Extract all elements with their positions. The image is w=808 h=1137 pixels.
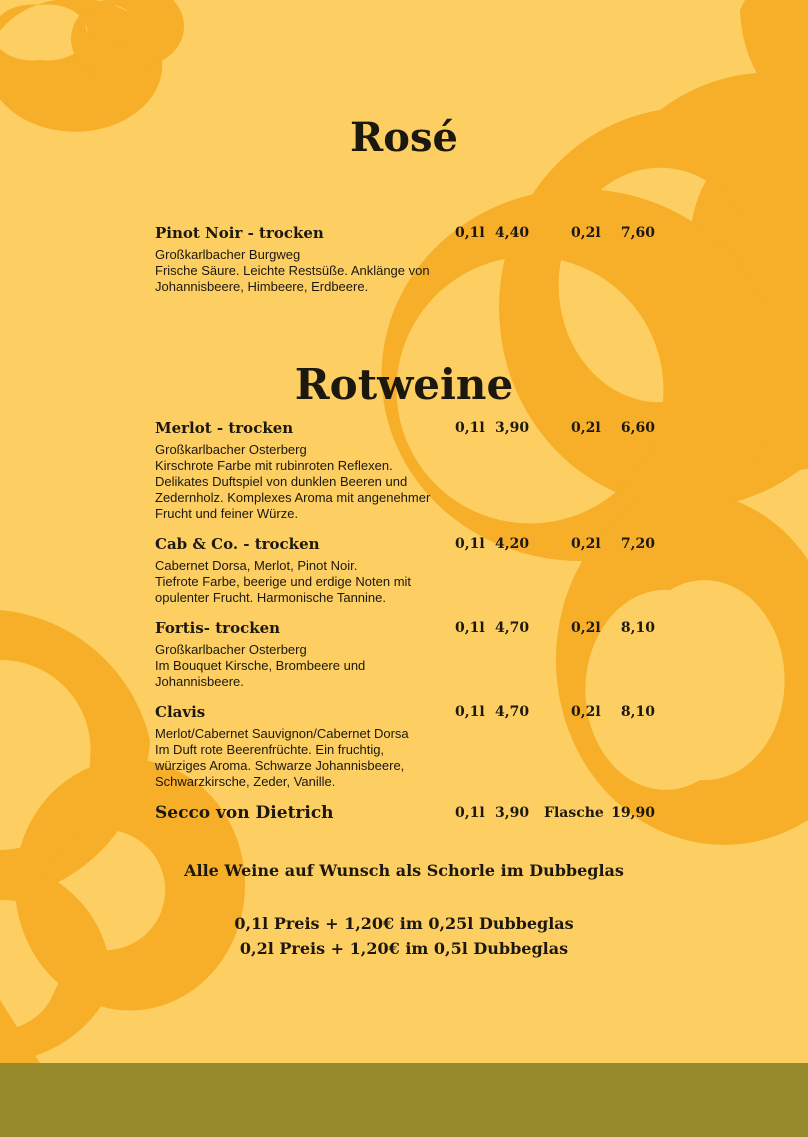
- wine-item: [155, 419, 675, 522]
- price-large: 8,10: [620, 620, 655, 636]
- wine-item: [155, 619, 675, 690]
- wine-name: Fortis- trocken: [155, 619, 281, 637]
- wine-name: Cab & Co. - trocken: [155, 535, 320, 553]
- price-large: 7,20: [620, 536, 655, 552]
- volume-large: 0,2l: [571, 225, 601, 241]
- volume-small: 0,1l: [455, 620, 485, 636]
- wine-description: Cabernet Dorsa, Merlot, Pinot Noir. Tiefrote Farbe, beerige und erdige Noten mit opulenter Frucht. Harmonische Tannine.: [155, 558, 412, 605]
- price-small: 4,70: [495, 620, 530, 636]
- price-small: 4,40: [495, 225, 530, 241]
- wine-description: Großkarlbacher Burgweg Frische Säure. Leichte Restsüße. Anklänge von Johannisbeere, Himbeere, Erdbeere.: [155, 247, 430, 294]
- price-small: 4,20: [495, 536, 530, 552]
- volume-small: 0,1l: [455, 704, 485, 720]
- price-large: 6,60: [620, 420, 655, 436]
- dubbeglas-price-line: 0,2l Preis + 1,20€ im 0,5l Dubbeglas: [239, 939, 569, 958]
- footer-band: [0, 1063, 808, 1137]
- volume-small: 0,1l: [455, 225, 485, 241]
- wine-description: Großkarlbacher Osterberg Im Bouquet Kirsche, Brombeere und Johannisbeere.: [155, 642, 366, 689]
- wine-name: Merlot - trocken: [155, 419, 294, 437]
- volume-large: 0,2l: [571, 420, 601, 436]
- wine-name: Clavis: [155, 703, 206, 721]
- secco-name: Secco von Dietrich: [155, 803, 334, 823]
- dubbeglas-price-line: 0,1l Preis + 1,20€ im 0,25l Dubbeglas: [234, 914, 574, 933]
- volume-small: 0,1l: [455, 805, 485, 821]
- section-title-rotweine: Rotweine: [294, 360, 514, 409]
- price-small: 3,90: [495, 805, 530, 821]
- wine-item: [155, 703, 675, 790]
- price-small: 4,70: [495, 704, 530, 720]
- wine-description: Merlot/Cabernet Sauvignon/Cabernet Dorsa Im Duft rote Beerenfrüchte. Ein fruchtig, würziges Aroma. Schwarze Johannisbeere, Schwarzkirsche, Zeder, Vanille.: [155, 726, 409, 789]
- price-large: 7,60: [620, 225, 655, 241]
- volume-small: 0,1l: [455, 536, 485, 552]
- wine-name: Pinot Noir - trocken: [155, 224, 324, 242]
- volume-bottle: Flasche: [544, 805, 604, 821]
- volume-small: 0,1l: [455, 420, 485, 436]
- price-small: 3,90: [495, 420, 530, 436]
- schorle-note: Alle Weine auf Wunsch als Schorle im Dubbeglas: [184, 861, 624, 880]
- wine-item: [155, 224, 675, 295]
- secco-item: [155, 803, 675, 823]
- wine-item: [155, 535, 675, 606]
- volume-large: 0,2l: [571, 620, 601, 636]
- price-bottle: 19,90: [611, 805, 655, 821]
- wine-description: Großkarlbacher Osterberg Kirschrote Farbe mit rubinroten Reflexen. Delikates Duftspiel von dunklen Beeren und Zedernholz. Komplexes Aroma mit angenehmer Frucht und feiner Würze.: [155, 442, 431, 521]
- volume-large: 0,2l: [571, 536, 601, 552]
- section-title-rose: Rosé: [350, 114, 458, 161]
- volume-large: 0,2l: [571, 704, 601, 720]
- price-large: 8,10: [620, 704, 655, 720]
